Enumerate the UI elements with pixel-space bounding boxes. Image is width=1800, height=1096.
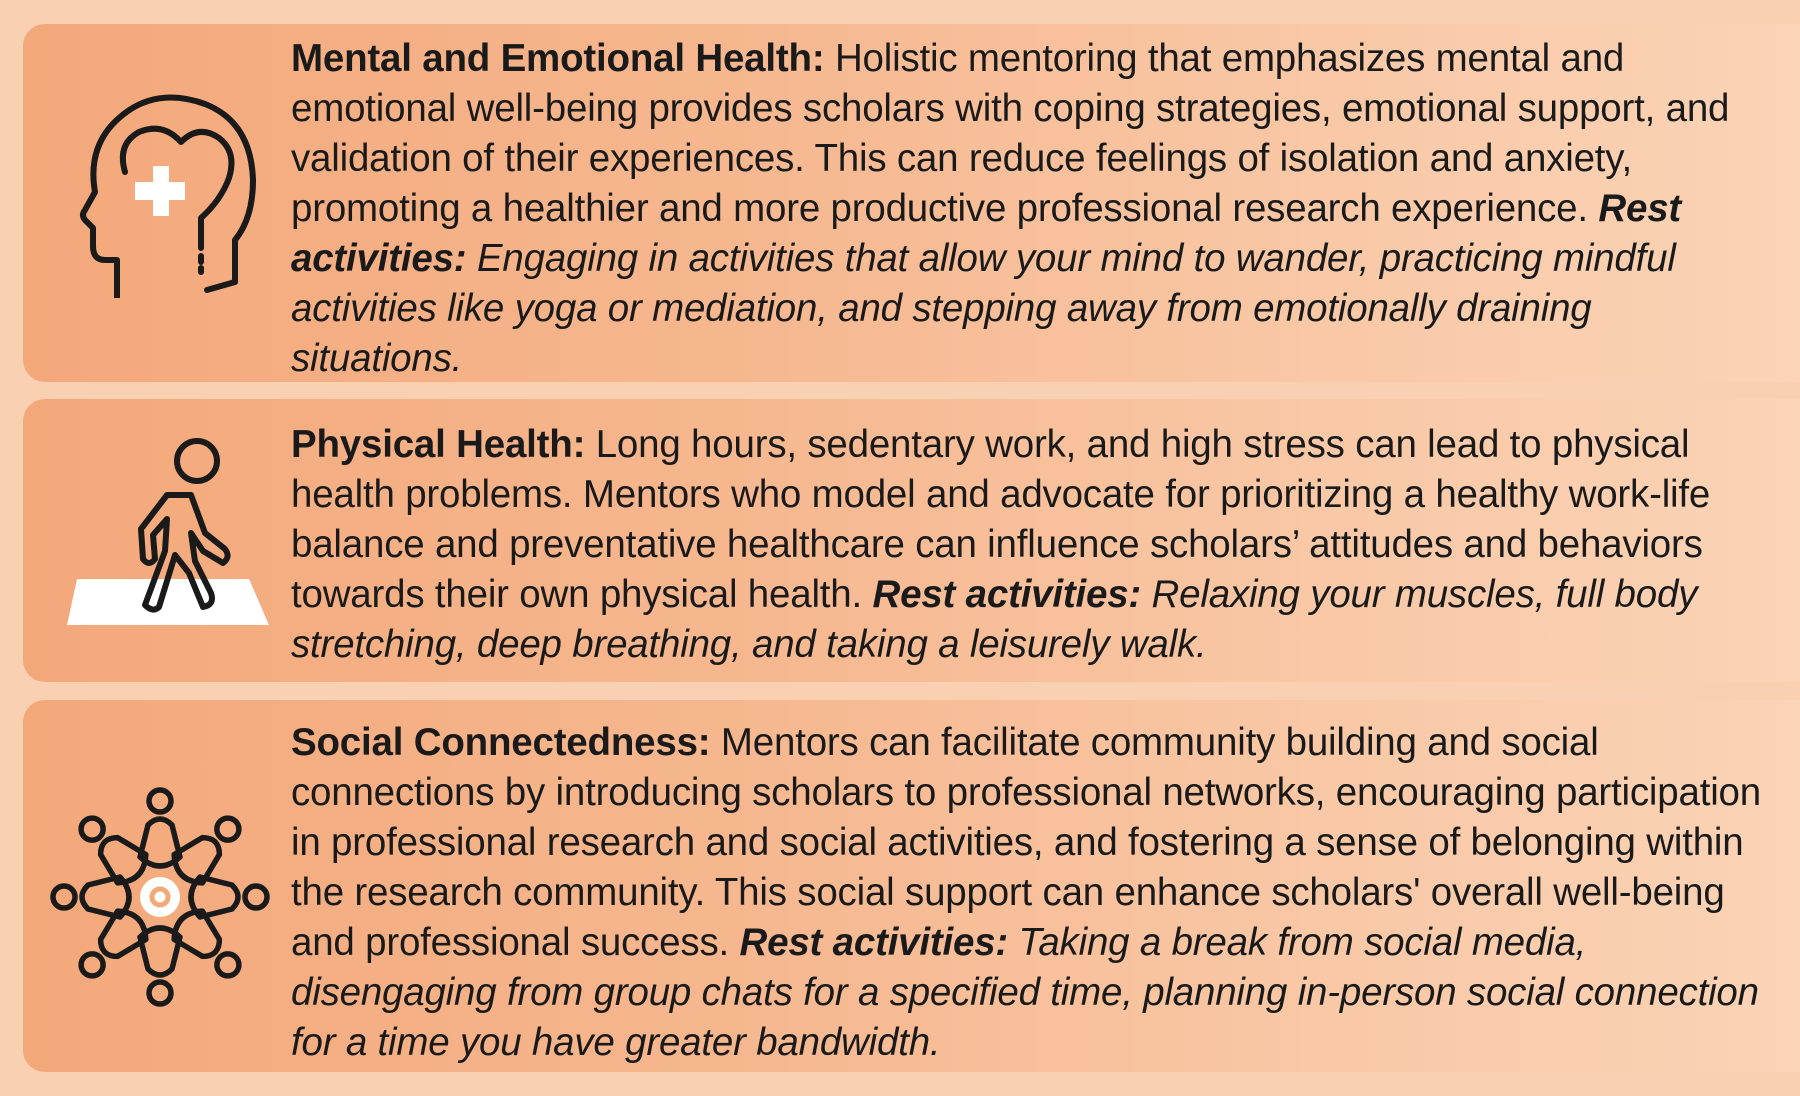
physical-health-rest-text: Relaxing your muscles, full body stretching, deep breathing, and taking a leisurely walk.: [291, 573, 1698, 666]
physical-health-heading: Physical Health:: [291, 423, 586, 466]
mental-health-rest-text: Engaging in activities that allow your mind to wander, practicing mindful activities like yoga or mediation, and stepping away from emotionally draining situations.: [291, 237, 1676, 380]
mental-health-text: [291, 34, 1772, 384]
mental-health-heading: Mental and Emotional Health:: [291, 37, 825, 80]
physical-health-text: [291, 420, 1772, 670]
section-social-connectedness: [23, 700, 1800, 1072]
head-heart-cross-icon: [45, 68, 275, 298]
social-connectedness-rest-label: Rest activities:: [739, 921, 1009, 964]
mental-health-body: Holistic mentoring that emphasizes mental and emotional well-being provides scholars with coping strategies, emotional support, and validation of their experiences. This can reduce feelings of isolation and anxiety, promoting a healthier and more productive professional research experience.: [291, 37, 1730, 230]
social-connectedness-rest-text: Taking a break from social media, disengaging from group chats for a specified time, planning in-person social connection for a time you have greater bandwidth.: [291, 921, 1759, 1064]
social-connectedness-heading: Social Connectedness:: [291, 721, 711, 764]
social-connectedness-body: Mentors can facilitate community building and social connections by introducing scholars to professional networks, encouraging participation in professional research and social activities, and fostering a sense of belonging within the research community. This social support can enhance scholars' overall well-being and professional success.: [291, 721, 1761, 964]
physical-health-body: Long hours, sedentary work, and high stress can lead to physical health problems. Mentors who model and advocate for prioritizing a healthy work-life balance and preventative healthcare can influence scholars’ attitudes and behaviors towards their own physical health.: [291, 423, 1711, 616]
walking-person-icon: [45, 437, 275, 637]
physical-health-rest-label: Rest activities:: [872, 573, 1142, 616]
section-physical-health: [23, 399, 1800, 682]
social-connectedness-text: [291, 718, 1772, 1068]
section-mental-health: [23, 24, 1800, 382]
community-circle-icon: [45, 782, 275, 1012]
mental-health-rest-label: Rest activities:: [291, 187, 1682, 280]
